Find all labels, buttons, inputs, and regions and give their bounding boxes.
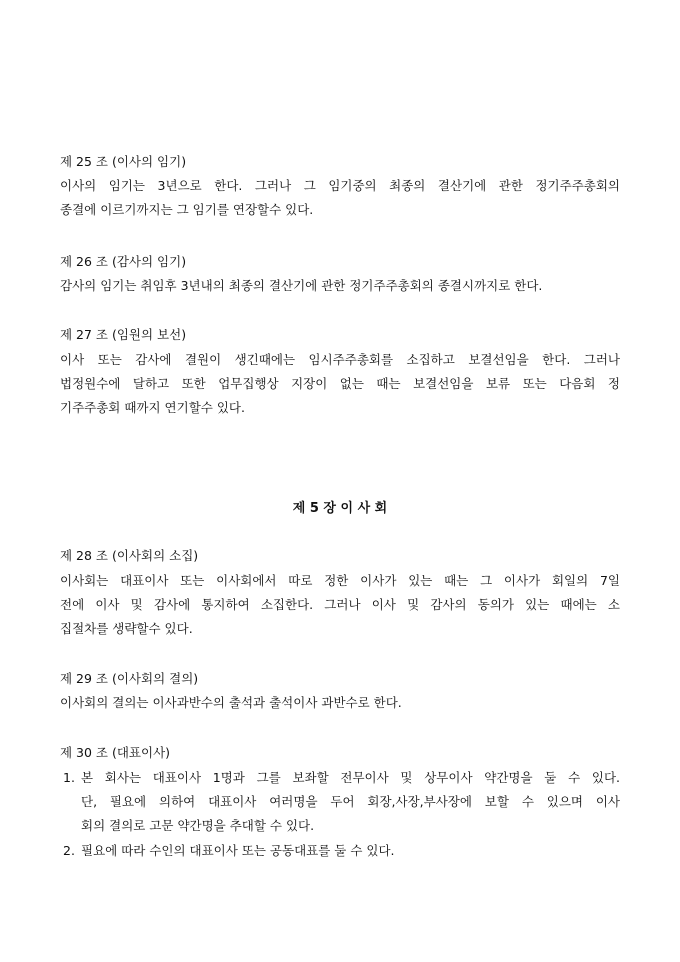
article-26-line-1: 감사의 임기는 취임후 3년내의 최종의 결산기에 관한 정기주주총회의 종결시까지로 한다. — [60, 278, 543, 293]
article-28-line-2: 전에 이사 및 감사에 통지하여 소집한다. 그러나 이사 및 감사의 동의가 있는 때에는 소 — [60, 597, 620, 612]
article-27-line-2: 법정원수에 달하고 또한 업무집행상 지장이 없는 때는 보결선임을 보류 또는 다음회 정 — [60, 376, 620, 391]
article-30-item-1-line-2: 단, 필요에 의하여 대표이사 여러명을 두어 회장,사장,부사장에 보할 수 있으며 이사 — [81, 794, 620, 809]
article-30-heading: 제 30 조 (대표이사) — [60, 745, 171, 760]
article-30-item-1-line-1: 본 회사는 대표이사 1명과 그를 보좌할 전무이사 및 상무이사 약간명을 둘 수 있다. — [81, 770, 620, 785]
article-28-line-3: 집절차를 생략할수 있다. — [60, 621, 193, 636]
article-30-item-2-number: 2. — [63, 843, 75, 858]
article-28-heading: 제 28 조 (이사회의 소집) — [60, 548, 199, 563]
article-30-item-1-number: 1. — [63, 770, 75, 785]
article-28-line-1: 이사회는 대표이사 또는 이사회에서 따로 정한 이사가 있는 때는 그 이사가 회일의 7일 — [60, 573, 620, 588]
article-25-heading: 제 25 조 (이사의 임기) — [60, 154, 187, 169]
article-25-line-1: 이사의 임기는 3년으로 한다. 그러나 그 임기중의 최종의 결산기에 관한 정기주주총회의 — [60, 178, 620, 193]
article-30-item-2-line-1: 필요에 따라 수인의 대표이사 또는 공동대표를 둘 수 있다. — [81, 843, 395, 858]
article-27-heading: 제 27 조 (임원의 보선) — [60, 327, 187, 342]
article-30-item-1-line-3: 회의 결의로 고문 약간명을 추대할 수 있다. — [81, 818, 315, 833]
article-29-heading: 제 29 조 (이사회의 결의) — [60, 671, 199, 686]
article-27-line-1: 이사 또는 감사에 결원이 생긴때에는 임시주주총회를 소집하고 보결선임을 한다. 그러나 — [60, 352, 620, 367]
article-29-line-1: 이사회의 결의는 이사과반수의 출석과 출석이사 과반수로 한다. — [60, 695, 402, 710]
article-26-heading: 제 26 조 (감사의 임기) — [60, 254, 187, 269]
chapter-heading: 제 5 장 이 사 회 — [292, 501, 388, 516]
article-27-line-3: 기주주총회 때까지 연기할수 있다. — [60, 400, 245, 415]
article-25-line-2: 종결에 이르기까지는 그 임기를 연장할수 있다. — [60, 202, 314, 217]
